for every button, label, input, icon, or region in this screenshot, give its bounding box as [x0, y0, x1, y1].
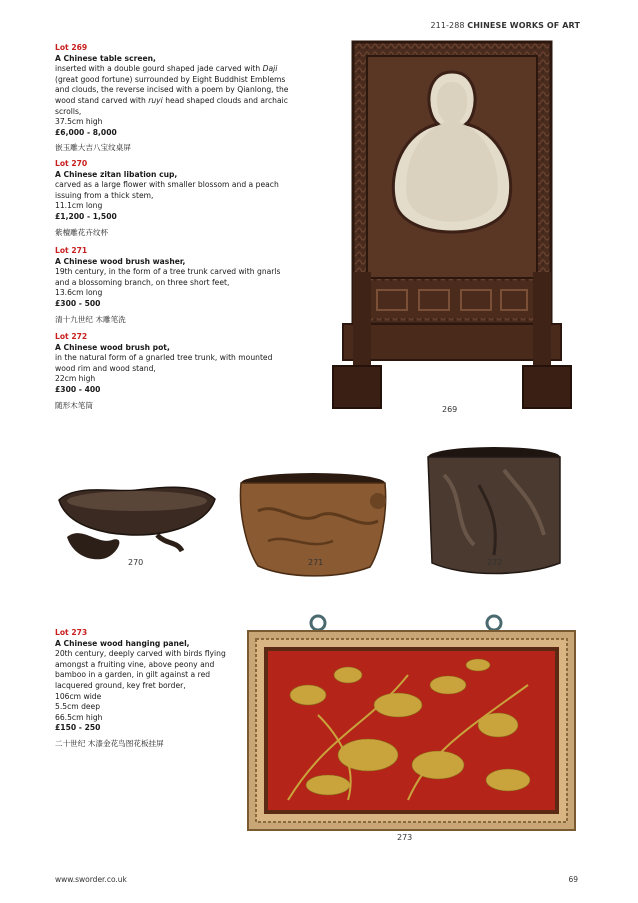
- lot-description: in the natural form of a gnarled tree trunk, with mounted wood rim and wood stand,: [55, 353, 273, 373]
- footer-website[interactable]: www.sworder.co.uk: [55, 875, 127, 884]
- header-range: 211-288: [430, 21, 465, 30]
- caption-271: 271: [308, 558, 324, 567]
- lot-estimate: £150 - 250: [55, 723, 101, 733]
- lot-number: Lot 269: [55, 43, 88, 52]
- lot-number: Lot 273: [55, 628, 88, 637]
- caption-273: 273: [397, 833, 413, 842]
- caption-272: 272: [487, 558, 503, 567]
- lot-271-text: [55, 246, 290, 325]
- lot-dimension: 13.6cm long: [55, 288, 103, 298]
- lot-number: Lot 272: [55, 332, 88, 341]
- lot-dimension: 5.5cm deep: [55, 702, 101, 712]
- lot-estimate: £6,000 - 8,000: [55, 127, 117, 137]
- lot-number: Lot 270: [55, 159, 88, 168]
- lot-number: Lot 271: [55, 246, 88, 255]
- lot-estimate: £1,200 - 1,500: [55, 211, 117, 221]
- lot-description: carved as a large flower with smaller blossom and a peach issuing from a thick stem,: [55, 180, 279, 200]
- lot-estimate: £300 - 400: [55, 384, 101, 394]
- lot-title: A Chinese table screen,: [55, 53, 156, 63]
- lot-estimate: £300 - 500: [55, 298, 101, 308]
- lot-dimension: 66.5cm high: [55, 712, 103, 722]
- lot-description: 19th century, in the form of a tree trunk carved with gnarls and a blossoming branch, on three short feet,: [55, 267, 281, 287]
- libation-cup-image: [57, 485, 217, 565]
- hanging-panel-image: [248, 615, 575, 830]
- lot-dimension: 11.1cm long: [55, 201, 103, 211]
- header-title: CHINESE WORKS OF ART: [467, 21, 580, 30]
- lot-chinese-title: 嵌玉雕大吉八宝纹桌屏: [55, 143, 131, 153]
- table-screen-image: [333, 42, 571, 414]
- lot-chinese-title: 随形木笔筒: [55, 400, 93, 410]
- lot-dimension: 22cm high: [55, 374, 96, 384]
- lot-title: A Chinese wood hanging panel,: [55, 638, 190, 648]
- lot-description: inserted with a double gourd shaped jade carved with Daji (great good fortune) surrounded by Eight Buddhist Emblems and clouds, the reverse incised with a poem by Qianlong, the wood stand carved with ruyi head shaped clouds and archaic scrolls,: [55, 64, 289, 116]
- lot-270-text: [55, 159, 290, 238]
- page-number: 69: [568, 875, 578, 884]
- lot-title: A Chinese wood brush washer,: [55, 256, 186, 266]
- lot-269-text: [55, 43, 290, 154]
- page-header: [430, 21, 580, 30]
- caption-270: 270: [128, 558, 144, 567]
- lot-dimension: 37.5cm high: [55, 117, 103, 127]
- lot-title: A Chinese wood brush pot,: [55, 342, 170, 352]
- lot-chinese-title: 紫檀雕花卉纹杯: [55, 227, 109, 237]
- lot-273-text: [55, 628, 230, 750]
- caption-269: 269: [442, 405, 458, 414]
- lot-description: 20th century, deeply carved with birds flying amongst a fruiting vine, above peony and bamboo in a garden, in gilt against a red lacquered ground, key fret border,: [55, 649, 226, 690]
- lot-chinese-title: 清十九世纪 木雕笔洗: [55, 314, 126, 324]
- lot-title: A Chinese zitan libation cup,: [55, 169, 178, 179]
- lot-chinese-title: 二十世纪 木漆金花鸟图花板挂屏: [55, 738, 164, 748]
- lot-272-text: [55, 332, 290, 411]
- lot-dimension: 106cm wide: [55, 691, 102, 701]
